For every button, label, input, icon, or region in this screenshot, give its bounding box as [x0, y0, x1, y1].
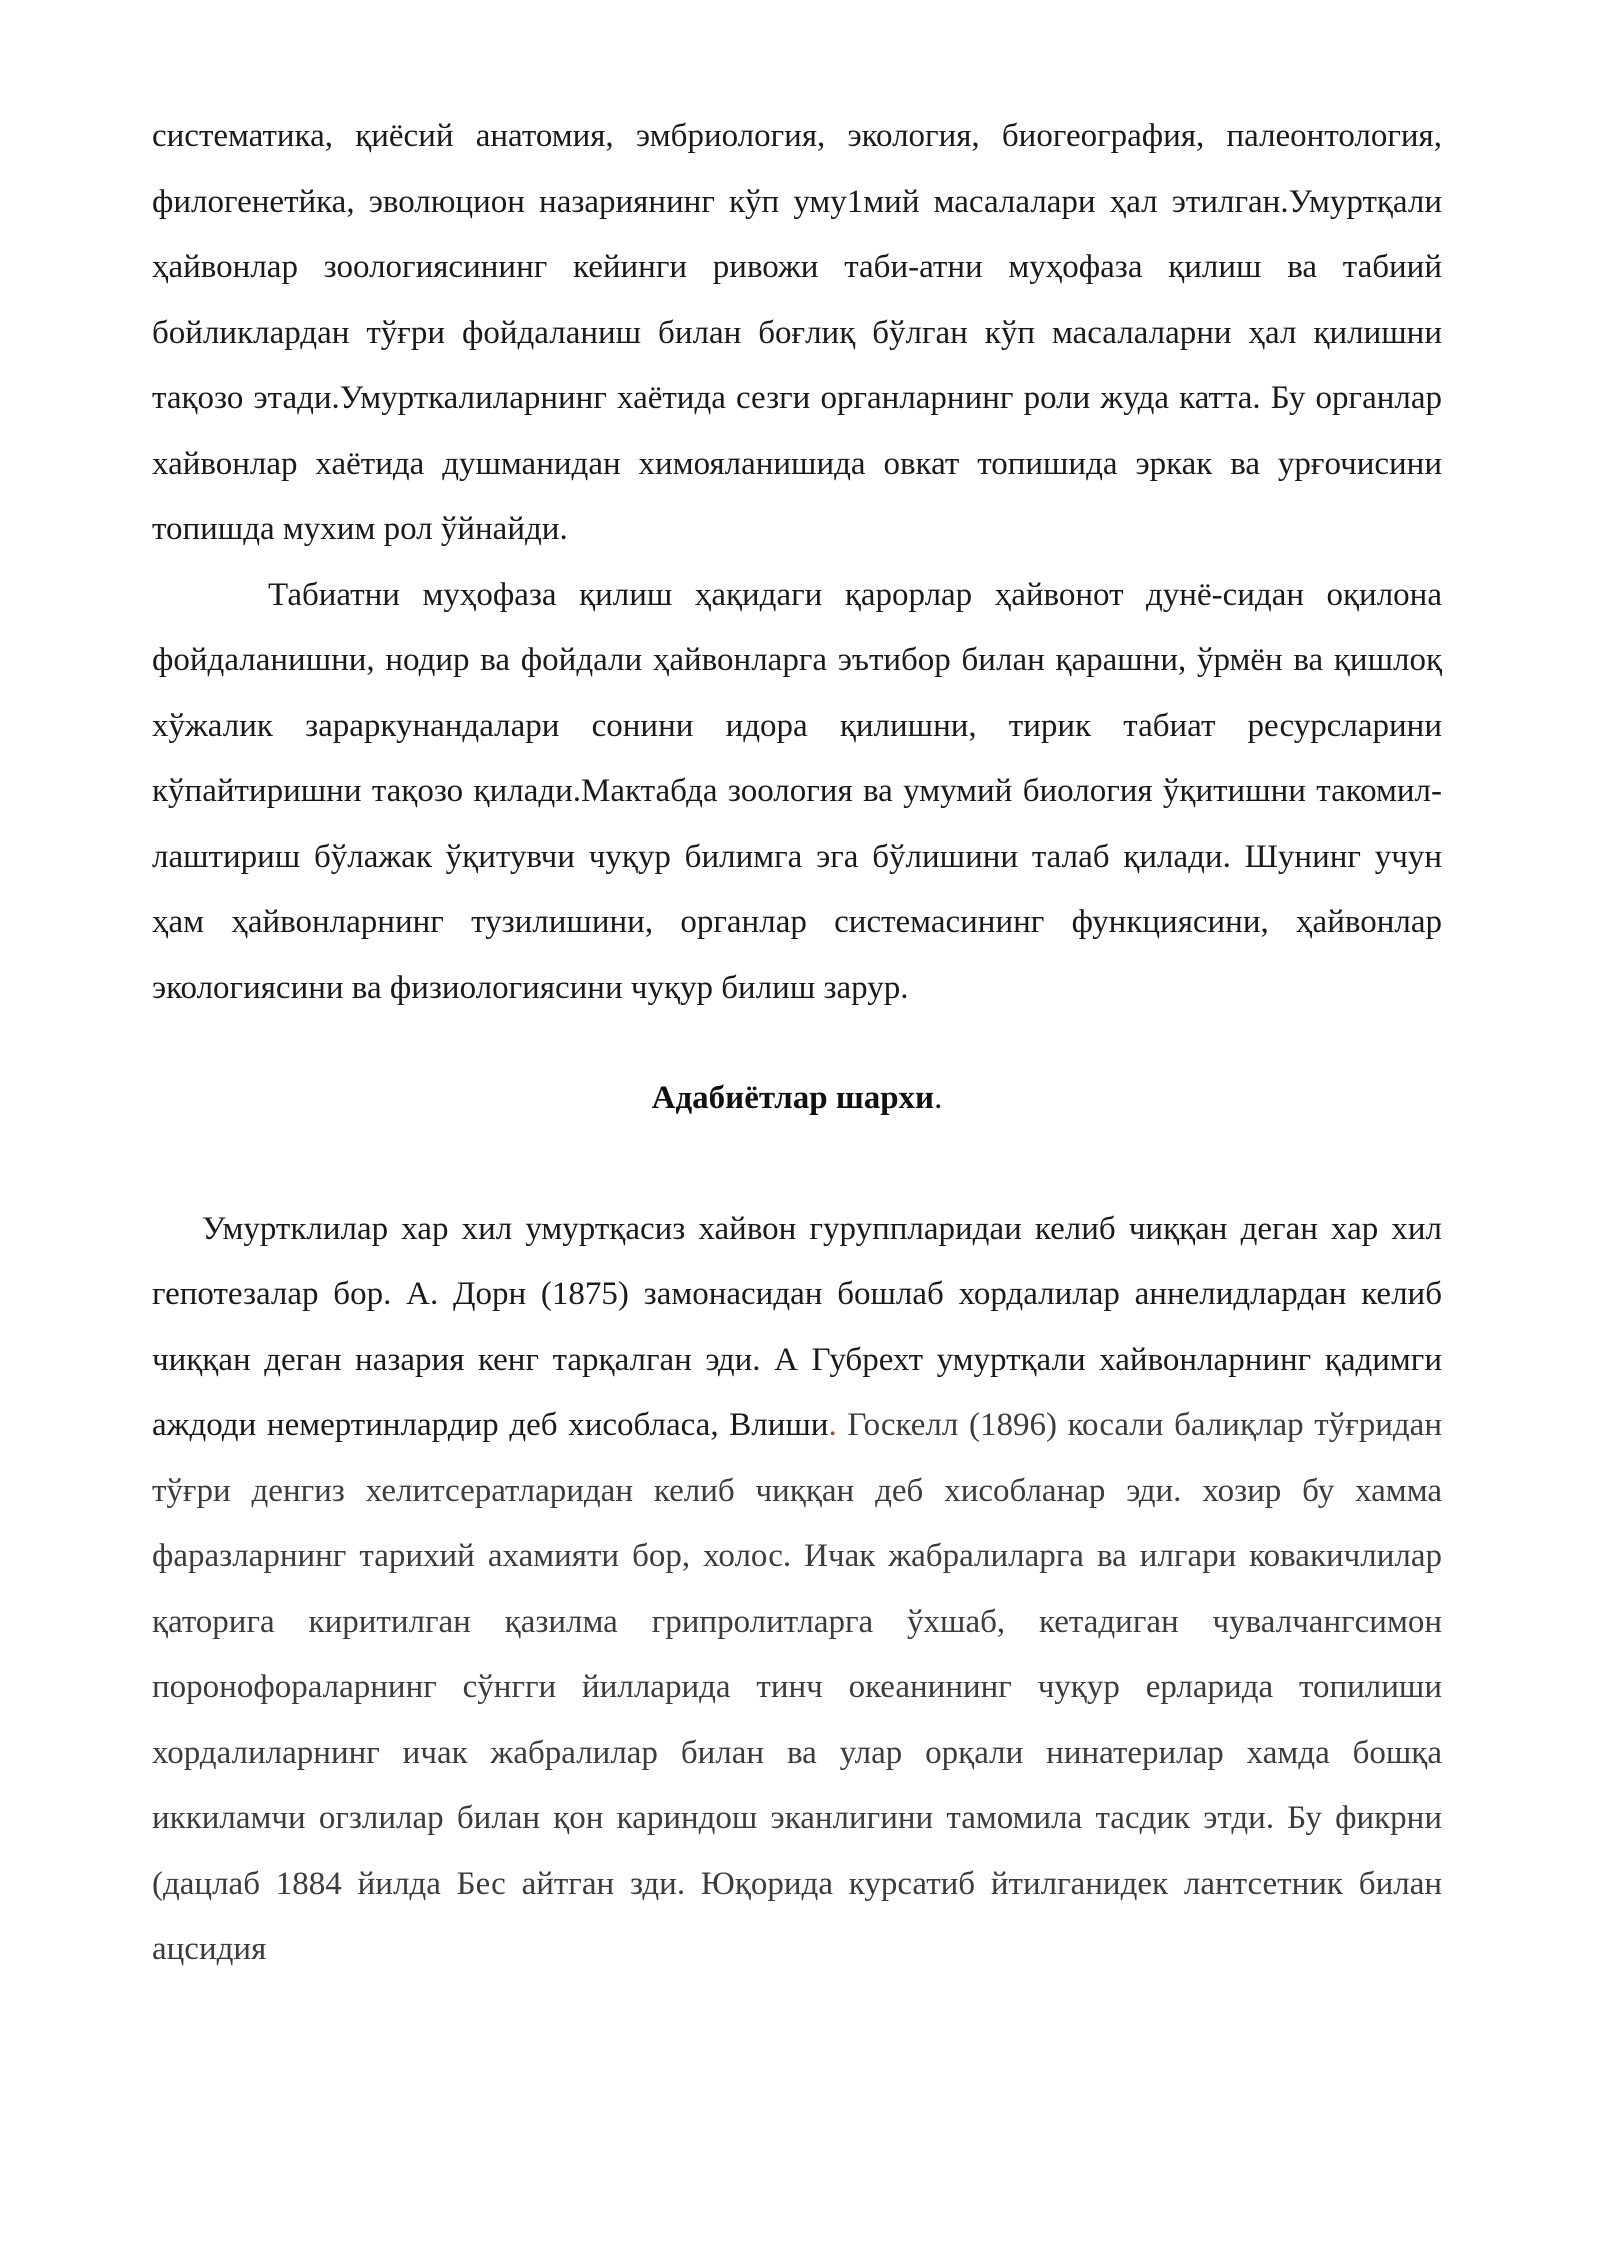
section-heading-text: Адабиётлар шархи: [651, 1080, 935, 1116]
section-heading-punct: .: [934, 1080, 943, 1116]
body-paragraph-3-part-a: Умуртклилар хар хил умуртқасиз хайвон гуруппларидаи келиб чиққан деган хар хил гепотезалар бор. А. Дорн (1875) замонасидан бошлаб хордалилар аннелидлардан келиб чиққан деган назария кенг тарқалган эди. А Губрехт умуртқали хайвонларнинг қадимги аждоди немертинлардир деб хисобласа, Влиши: [152, 1210, 1442, 1443]
heading-spacer: [152, 1132, 1442, 1197]
body-paragraph-2: Табиатни муҳофаза қилиш ҳақидаги қарорлар ҳайвонот дунё-сидан оқилона фойдаланишни, нодир ва фойдали ҳайвонларга эътибор билан қарашни, ўрмён ва қишлоқ хўжалик зараркунандалари сонини идора қилишни, тирик табиат ресурсларини кўпайтиришни тақозо қилади.Мактабда зоология ва умумий биология ўқитишни такомил-лаштириш бўлажак ўқитувчи чуқур билимга эга бўлишини талаб қилади. Шунинг учун ҳам ҳайвонларнинг тузилишини, органлар системасининг функциясини, ҳайвонлар экологиясини ва физиологиясини чуқур билиш зарур.: [152, 576, 1442, 1006]
paragraph-spacer: [152, 1021, 1442, 1066]
body-paragraph-1: систематика, қиёсий анатомия, эмбриология, экология, биогеография, палеонтология, филогенетйка, эволюцион назариянинг кўп уму1мий масалалари ҳал этилган.Умуртқали ҳайвонлар зоологиясининг кейинги ривожи таби-атни муҳофаза қилиш ва табиий бойликлардан тўғри фойдаланиш билан боғлиқ бўлган кўп масалаларни ҳал қилишни тақозо этади.Умурткалиларнинг хаётида сезги органларнинг роли жуда катта. Бу органлар хайвонлар хаётида душманидан химояланишида овкат топишида эркак ва урғочисини топишда мухим рол ўйнайди.: [152, 118, 1442, 547]
body-paragraph-3-dot: .: [828, 1407, 837, 1443]
document-body: [152, 104, 1442, 1983]
section-heading: [152, 1066, 1442, 1132]
body-paragraph-3-part-b: Госкелл (1896) косали балиқлар тўғридан тўғри денгиз хелитсератларидан келиб чиққан деб хисобланар эди. хозир бу хамма фаразларнинг тарихий ахамияти бор, холос. Ичак жабралиларга ва илгари ковакичлилар қаторига киритилган қазилма грипролитларга ўхшаб, кетадиган чувалчангсимон поронофораларнинг сўнгги йилларида тинч океанининг чуқур ерларида топилиши хордалиларнинг ичак жабралилар билан ва улар орқали нинатерилар хамда бошқа иккиламчи огзлилар билан қон кариндош эканлигини тамомила тасдик этди. Бу фикрни (дацлаб 1884 йилда Бес айтган зди. Юқорида курсатиб йтилганидек лантсетник билан ацсидия: [152, 1407, 1442, 1967]
body-paragraph-3: [152, 1197, 1442, 1983]
